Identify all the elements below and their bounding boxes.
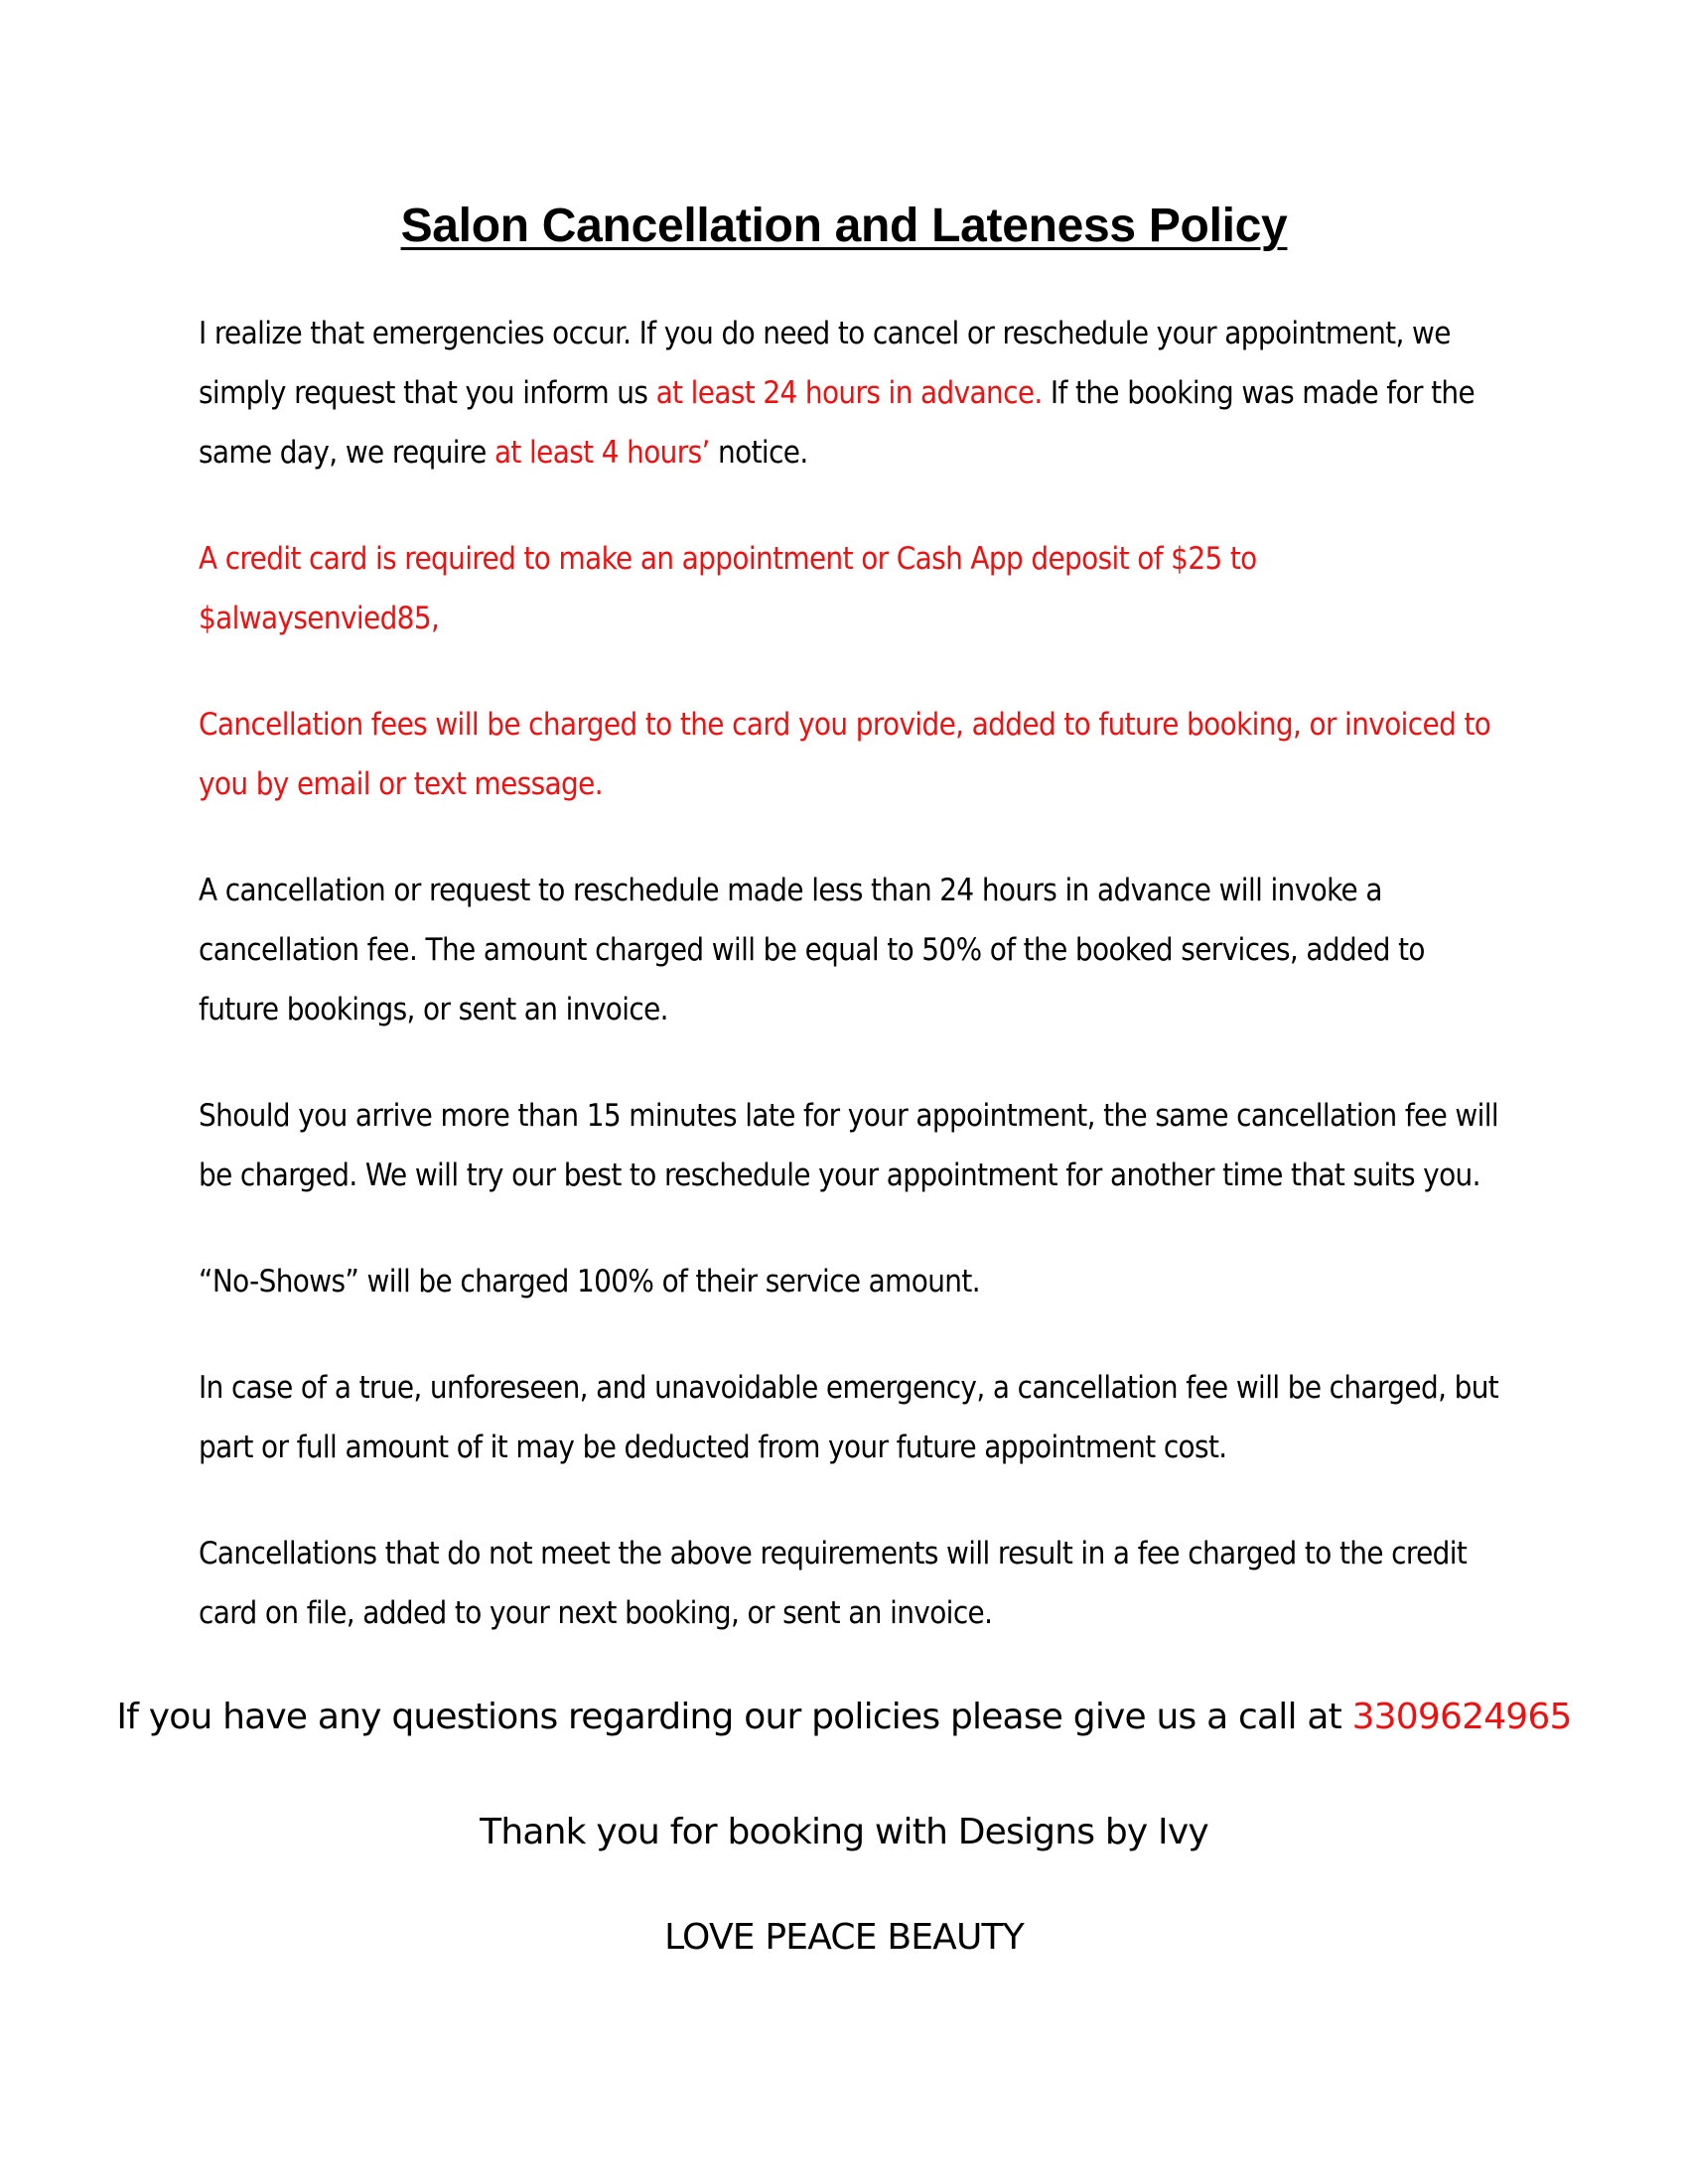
paragraph-cancellation-fees: Cancellation fees will be charged to the card you provide, added to future booking, or invoiced to you by email or text message. xyxy=(199,707,1491,802)
phone-number: 3309624965 xyxy=(1351,1697,1572,1737)
contact-line xyxy=(0,1688,1688,1747)
paragraph-emergencies-text-3: notice. xyxy=(709,435,808,471)
paragraph-late-cancellation: A cancellation or request to reschedule made less than 24 hours in advance will invoke a cancellation fee. The amount charged will be equal to 50% of the booked services, added to future bookings, or sent an invoice. xyxy=(199,873,1425,1027)
page-title: Salon Cancellation and Lateness Policy xyxy=(400,200,1288,252)
motto-line: LOVE PEACE BEAUTY xyxy=(664,1917,1024,1958)
paragraph-requirements: Cancellations that do not meet the above requirements will result in a fee charged to the credit card on file, added to your next booking, or sent an invoice. xyxy=(199,1536,1468,1631)
thank-you-line: Thank you for booking with Designs by Ivy xyxy=(480,1812,1208,1852)
paragraph-emergencies xyxy=(199,304,1499,482)
highlight-4-hours: at least 4 hours’ xyxy=(493,435,710,471)
paragraph-emergencies-text-1: I realize that emergencies occur. If you do need to cancel or reschedule your appointment, we simply request that you inform us xyxy=(199,316,1451,411)
contact-text: If you have any questions regarding our policies please give us a call at xyxy=(116,1697,1352,1737)
paragraph-no-shows: “No-Shows” will be charged 100% of their service amount. xyxy=(199,1264,980,1299)
policy-body xyxy=(199,304,1499,1690)
paragraph-emergencies-text-2: If the booking was made for the same day, we require xyxy=(199,375,1476,471)
paragraph-lateness: Should you arrive more than 15 minutes late for your appointment, the same cancellation fee will be charged. We will try our best to reschedule your appointment for another time that suits you. xyxy=(199,1098,1499,1193)
paragraph-credit-card: A credit card is required to make an appointment or Cash App deposit of $25 to $alwaysenvied85, xyxy=(199,541,1257,636)
highlight-24-hours: at least 24 hours in advance. xyxy=(655,375,1043,411)
paragraph-emergency: In case of a true, unforeseen, and unavoidable emergency, a cancellation fee will be charged, but part or full amount of it may be deducted from your future appointment cost. xyxy=(199,1370,1499,1465)
